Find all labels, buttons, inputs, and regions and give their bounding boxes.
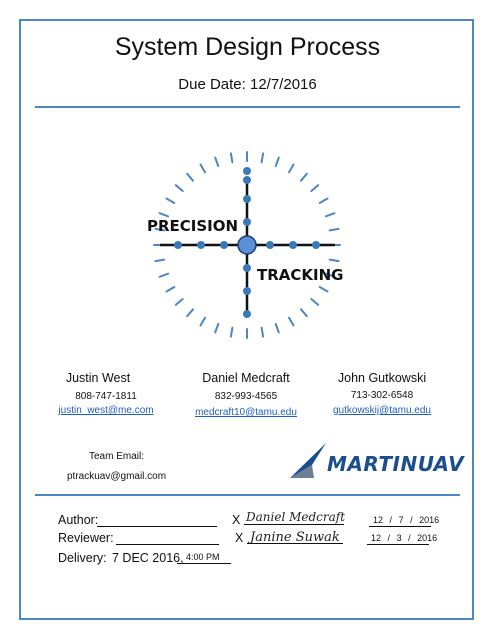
reviewer-label: Reviewer: xyxy=(58,531,114,545)
date-month: 12 xyxy=(373,515,384,525)
logo-dot xyxy=(220,241,228,249)
author-signature: Daniel Medcraft xyxy=(246,510,346,524)
logo-tick xyxy=(289,165,294,173)
author-label: Author: xyxy=(58,513,99,527)
logo-tick xyxy=(320,199,328,204)
member-email-link[interactable]: justin_west@me.com xyxy=(58,405,154,416)
member-phone: 808-747-1811 xyxy=(75,391,137,402)
member-name: Daniel Medcraft xyxy=(202,371,290,385)
date-month: 12 xyxy=(371,533,382,543)
delivery-time-line xyxy=(177,563,231,564)
top-divider xyxy=(35,106,460,108)
logo-dot xyxy=(197,241,205,249)
martin-uav-wing-icon xyxy=(288,443,328,479)
logo-tick xyxy=(167,199,175,204)
logo-tick xyxy=(320,287,328,292)
date-day: 7 xyxy=(398,515,404,525)
logo-center-circle xyxy=(238,236,256,254)
logo-dot xyxy=(243,167,251,175)
reviewer-x-mark: X xyxy=(235,531,244,545)
logo-tick xyxy=(276,158,279,167)
precision-tracking-logo xyxy=(130,150,365,340)
logo-word-precision: PRECISION xyxy=(147,217,239,235)
reviewer-line[interactable] xyxy=(116,544,219,545)
logo-tick xyxy=(262,328,264,337)
author-signature-line xyxy=(244,524,344,525)
delivery-date: 7 DEC 2016, xyxy=(112,551,184,565)
date-separator: / xyxy=(387,533,391,543)
logo-tick xyxy=(326,213,335,216)
logo-tick xyxy=(262,153,264,162)
logo-tick xyxy=(215,324,218,333)
due-date: Due Date: 12/7/2016 xyxy=(178,76,317,93)
member-email-link[interactable]: gutkowskij@tamu.edu xyxy=(333,405,431,416)
reviewer-date xyxy=(371,533,437,543)
logo-dot xyxy=(289,241,297,249)
logo-tick xyxy=(155,260,164,262)
reviewer-date-line xyxy=(367,544,429,545)
logo-tick xyxy=(215,158,218,167)
date-day: 3 xyxy=(396,533,402,543)
date-separator: / xyxy=(408,533,411,543)
member-phone: 713-302-6548 xyxy=(350,390,414,401)
logo-tick xyxy=(187,309,193,316)
logo-tick xyxy=(301,174,307,181)
logo-tick xyxy=(231,328,233,337)
author-line[interactable] xyxy=(97,526,217,527)
logo-dot xyxy=(243,218,251,226)
logo-tick xyxy=(289,318,294,326)
logo-tick xyxy=(176,185,183,191)
author-x-mark: X xyxy=(232,513,241,527)
logo-tick xyxy=(311,299,318,305)
document-title: System Design Process xyxy=(114,33,381,61)
logo-tick xyxy=(187,174,193,181)
logo-dot xyxy=(312,241,320,249)
date-separator: / xyxy=(389,515,393,525)
logo-tick xyxy=(201,318,206,326)
logo-dot xyxy=(266,241,274,249)
member-name: John Gutkowski xyxy=(337,371,427,385)
logo-tick xyxy=(160,213,169,216)
member-name: Justin West xyxy=(65,371,131,385)
logo-dot xyxy=(243,195,251,203)
logo-tick xyxy=(167,287,175,292)
logo-word-tracking: TRACKING xyxy=(257,266,344,284)
member-phone: 832-993-4565 xyxy=(214,391,278,402)
reviewer-signature-line xyxy=(247,543,343,544)
logo-tick xyxy=(231,153,233,162)
delivery-time: 4:00 PM xyxy=(186,552,220,562)
logo-tick xyxy=(330,229,339,231)
team-email-label: Team Email: xyxy=(89,451,145,462)
logo-tick xyxy=(311,185,318,191)
logo-dot xyxy=(243,264,251,272)
logo-tick xyxy=(176,299,183,305)
logo-tick xyxy=(330,260,339,262)
logo-dot xyxy=(174,241,182,249)
martin-uav-logo-text: MARTINUAV xyxy=(327,452,465,476)
bottom-divider xyxy=(35,494,460,496)
date-separator: / xyxy=(410,515,413,525)
delivery-label: Delivery: xyxy=(58,551,107,565)
logo-dot xyxy=(243,287,251,295)
author-date xyxy=(373,515,439,525)
author-date-line xyxy=(369,526,431,527)
member-email-link[interactable]: medcraft10@tamu.edu xyxy=(195,407,297,418)
logo-dot xyxy=(243,176,251,184)
reviewer-signature: Janine Suwak xyxy=(250,530,340,545)
logo-tick xyxy=(276,324,279,333)
date-year: 2016 xyxy=(417,533,438,543)
date-year: 2016 xyxy=(419,515,440,525)
logo-tick xyxy=(160,274,169,277)
logo-tick xyxy=(301,309,307,316)
logo-tick xyxy=(201,165,206,173)
team-email-value: ptrackuav@gmail.com xyxy=(67,471,167,482)
logo-dot xyxy=(243,310,251,318)
